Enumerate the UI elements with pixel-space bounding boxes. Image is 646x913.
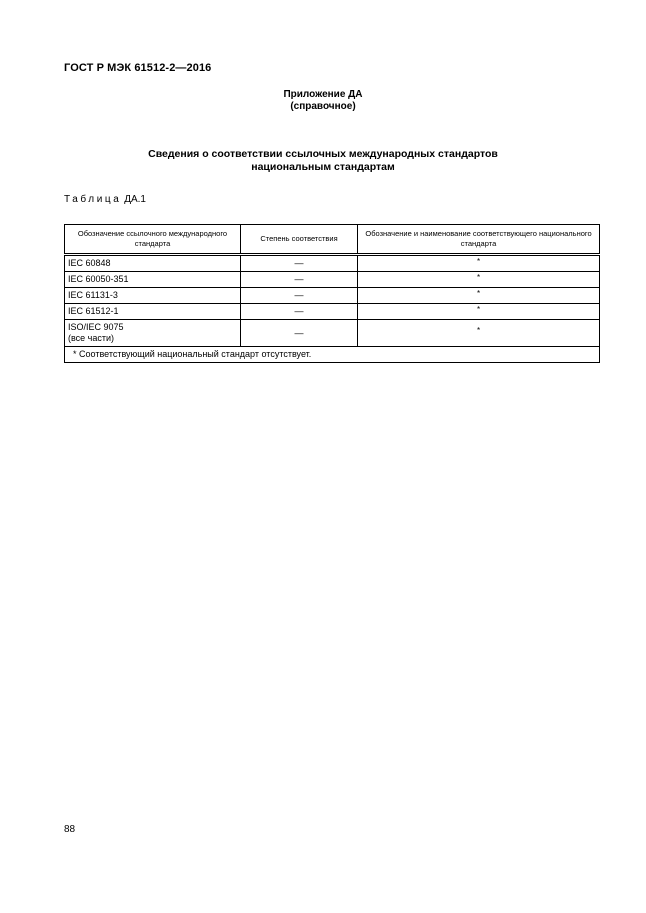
cell-degree: —	[241, 288, 358, 304]
appendix-title: Приложение ДА	[283, 89, 363, 100]
table-row	[65, 272, 600, 288]
cell-national: *	[358, 288, 600, 304]
cell-degree: —	[241, 304, 358, 320]
section-heading-line-1: Сведения о соответствии ссылочных международных стандартов	[148, 148, 498, 160]
table-footnote: * Соответствующий национальный стандарт отсутствует.	[65, 347, 600, 363]
cell-national: *	[358, 255, 600, 272]
appendix-subtitle: (справочное)	[290, 101, 356, 112]
cell-national: *	[358, 304, 600, 320]
cell-degree: —	[241, 320, 358, 347]
column-header-national: Обозначение и наименование соответствующего национального стандарта	[358, 225, 600, 255]
table-row	[65, 320, 600, 347]
cell-degree: —	[241, 272, 358, 288]
cell-national: *	[358, 320, 600, 347]
column-header-standard: Обозначение ссылочного международного стандарта	[65, 225, 241, 255]
section-heading	[0, 148, 646, 173]
cell-standard	[65, 320, 241, 347]
table-header-row	[65, 225, 600, 255]
table-row	[65, 304, 600, 320]
cell-standard-line-1: ISO/IEC 9075	[68, 322, 124, 332]
cell-standard: IEC 61512-1	[65, 304, 241, 320]
correspondence-table	[64, 224, 600, 363]
table-caption-prefix: Таблица	[64, 194, 122, 205]
section-heading-line-2: национальным стандартам	[251, 160, 395, 173]
cell-standard: IEC 61131-3	[65, 288, 241, 304]
table-footnote-row	[65, 347, 600, 363]
cell-standard: IEC 60848	[65, 255, 241, 272]
cell-national: *	[358, 272, 600, 288]
column-header-degree: Степень соответствия	[241, 225, 358, 255]
page-number: 88	[64, 824, 76, 835]
table-caption	[64, 194, 146, 205]
cell-degree: —	[241, 255, 358, 272]
cell-standard: IEC 60050-351	[65, 272, 241, 288]
document-code: ГОСТ Р МЭК 61512-2—2016	[64, 62, 212, 74]
table-row	[65, 288, 600, 304]
table-row	[65, 255, 600, 272]
appendix-heading	[0, 89, 646, 113]
cell-standard-line-2: (все части)	[68, 333, 115, 343]
table-caption-number: ДА.1	[124, 194, 146, 205]
